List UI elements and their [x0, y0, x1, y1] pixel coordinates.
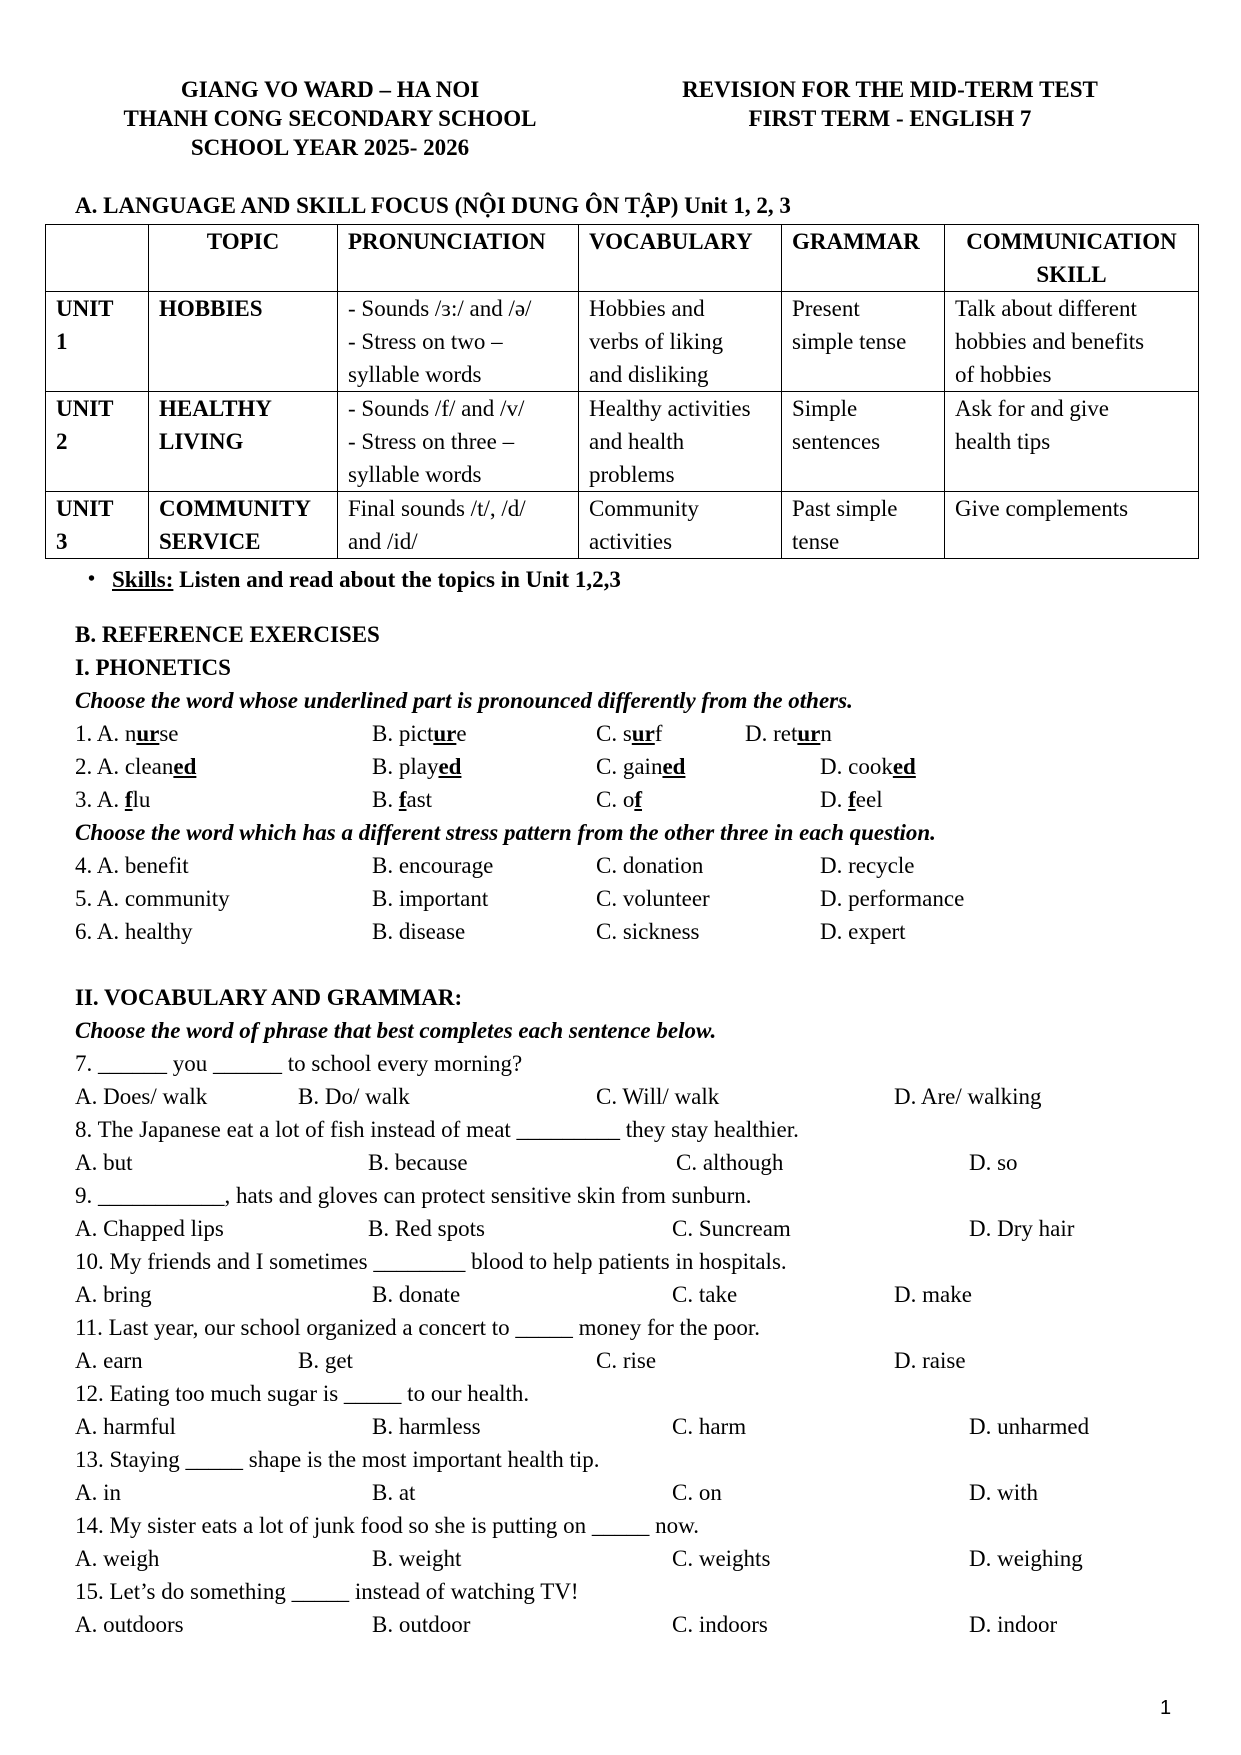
- cell-line: 2: [56, 429, 68, 454]
- option-text: C. gain: [596, 754, 663, 779]
- vocab-title: II. VOCABULARY AND GRAMMAR:: [75, 985, 463, 1010]
- question-text: 13. Staying _____ shape is the most important health tip.: [75, 1447, 600, 1472]
- section-b-title: B. REFERENCE EXERCISES: [75, 622, 380, 647]
- answer-option: [372, 783, 432, 816]
- answer-option: D. recycle: [820, 853, 915, 878]
- test-subtitle: FIRST TERM - ENGLISH 7: [748, 106, 1032, 131]
- answer-option: B. harmless: [372, 1414, 481, 1439]
- answer-option: B. weight: [372, 1546, 462, 1571]
- option-text: B. pict: [372, 721, 434, 746]
- phonetics-instruction: Choose the word whose underlined part is pronounced differently from the others.: [75, 688, 853, 713]
- cell-line: health tips: [955, 429, 1051, 454]
- underlined-part: ur: [631, 721, 655, 746]
- page-number: 1: [1160, 1697, 1172, 1719]
- cell-line: of hobbies: [955, 362, 1052, 387]
- answer-option: A. weigh: [75, 1546, 160, 1571]
- answer-option: D. performance: [820, 886, 965, 911]
- column-header: GRAMMAR: [782, 225, 945, 292]
- answer-option: B. encourage: [372, 853, 494, 878]
- underlined-part: f: [398, 787, 407, 812]
- communication-cell: [945, 492, 1199, 559]
- cell-line: verbs of liking: [589, 329, 724, 354]
- skills-note: [112, 563, 621, 596]
- cell-line: 1: [56, 329, 68, 354]
- answer-option: [596, 717, 662, 750]
- topic-cell: [149, 492, 338, 559]
- cell-line: and health: [589, 429, 685, 454]
- answer-option: D. Are/ walking: [894, 1084, 1042, 1109]
- answer-option: [372, 717, 467, 750]
- cell-line: HOBBIES: [159, 296, 263, 321]
- skills-text: Listen and read about the topics in Unit 1,2,3: [173, 567, 621, 592]
- focus-table: [45, 224, 1199, 559]
- cell-line: - Stress on three –: [348, 429, 515, 454]
- column-header: [46, 225, 149, 292]
- answer-option: A. Chapped lips: [75, 1216, 224, 1241]
- answer-option: A. but: [75, 1150, 133, 1175]
- answer-option: A. earn: [75, 1348, 143, 1373]
- cell-line: problems: [589, 462, 675, 487]
- option-text: D. cook: [820, 754, 893, 779]
- test-header: [640, 75, 1140, 133]
- answer-option: [75, 717, 179, 750]
- underlined-part: ur: [797, 721, 821, 746]
- skills-label: Skills:: [112, 567, 174, 592]
- answer-option: B. at: [372, 1480, 416, 1505]
- answer-option: [820, 750, 916, 783]
- column-header: VOCABULARY: [579, 225, 782, 292]
- school-header: [70, 75, 590, 162]
- underlined-part: ed: [438, 754, 462, 779]
- cell-line: - Sounds /f/ and /v/: [348, 396, 525, 421]
- vocabulary-cell: [579, 492, 782, 559]
- table-row: [46, 492, 1199, 559]
- underlined-part: ed: [173, 754, 197, 779]
- question-text: 9. ___________, hats and gloves can protect sensitive skin from sunburn.: [75, 1183, 752, 1208]
- vocab-instruction: Choose the word of phrase that best completes each sentence below.: [75, 1018, 717, 1043]
- answer-option: B. disease: [372, 919, 466, 944]
- pronunciation-cell: [338, 492, 579, 559]
- underlined-part: ed: [662, 754, 686, 779]
- topic-cell: [149, 392, 338, 492]
- answer-option: D. Dry hair: [969, 1216, 1075, 1241]
- grammar-cell: [782, 492, 945, 559]
- answer-option: 6. A. healthy: [75, 919, 193, 944]
- answer-option: C. harm: [672, 1414, 747, 1439]
- answer-option: D. make: [894, 1282, 972, 1307]
- option-text: e: [456, 721, 467, 746]
- answer-option: 5. A. community: [75, 886, 230, 911]
- option-text: lu: [132, 787, 151, 812]
- cell-line: Talk about different: [955, 296, 1137, 321]
- pronunciation-cell: [338, 292, 579, 392]
- answer-option: D. weighing: [969, 1546, 1083, 1571]
- option-text: C. s: [596, 721, 632, 746]
- cell-line: sentences: [792, 429, 881, 454]
- answer-option: 4. A. benefit: [75, 853, 189, 878]
- answer-option: B. Do/ walk: [298, 1084, 410, 1109]
- option-text: 1. A. n: [75, 721, 137, 746]
- answer-option: C. take: [672, 1282, 738, 1307]
- cell-line: SERVICE: [159, 529, 261, 554]
- cell-line: Simple: [792, 396, 858, 421]
- cell-line: Past simple: [792, 496, 898, 521]
- cell-line: activities: [589, 529, 673, 554]
- answer-option: B. important: [372, 886, 489, 911]
- cell-line: Final sounds /t/, /d/: [348, 496, 526, 521]
- question-text: 12. Eating too much sugar is _____ to our health.: [75, 1381, 530, 1406]
- question-text: 8. The Japanese eat a lot of fish instead of meat _________ they stay healthier.: [75, 1117, 799, 1142]
- cell-line: Ask for and give: [955, 396, 1109, 421]
- underlined-part: ed: [892, 754, 916, 779]
- answer-option: [596, 750, 685, 783]
- cell-line: simple tense: [792, 329, 907, 354]
- table-row: [46, 292, 1199, 392]
- cell-line: - Stress on two –: [348, 329, 503, 354]
- vocabulary-cell: [579, 392, 782, 492]
- stress-instruction: Choose the word which has a different stress pattern from the other three in each question.: [75, 820, 936, 845]
- answer-option: D. expert: [820, 919, 906, 944]
- pronunciation-cell: [338, 392, 579, 492]
- unit-cell: [46, 292, 149, 392]
- cell-line: LIVING: [159, 429, 244, 454]
- answer-option: A. Does/ walk: [75, 1084, 208, 1109]
- cell-line: 3: [56, 529, 68, 554]
- option-text: D.: [820, 787, 849, 812]
- question-text: 11. Last year, our school organized a concert to _____ money for the poor.: [75, 1315, 761, 1340]
- answer-option: C. volunteer: [596, 886, 710, 911]
- answer-option: D. so: [969, 1150, 1018, 1175]
- school-name: THANH CONG SECONDARY SCHOOL: [123, 106, 537, 131]
- cell-line: syllable words: [348, 462, 482, 487]
- answer-option: B. because: [368, 1150, 468, 1175]
- option-text: n: [820, 721, 832, 746]
- answer-option: [820, 783, 883, 816]
- underlined-part: f: [634, 787, 643, 812]
- section-a-title: A. LANGUAGE AND SKILL FOCUS (NỘI DUNG ÔN TẬP) Unit 1, 2, 3: [75, 193, 791, 218]
- answer-option: [745, 717, 832, 750]
- grammar-cell: [782, 292, 945, 392]
- answer-option: C. rise: [596, 1348, 657, 1373]
- ward-name: GIANG VO WARD – HA NOI: [180, 77, 480, 102]
- option-text: C. o: [596, 787, 635, 812]
- answer-option: A. outdoors: [75, 1612, 184, 1637]
- unit-cell: [46, 392, 149, 492]
- option-text: 2. A. clean: [75, 754, 174, 779]
- option-text: B.: [372, 787, 399, 812]
- answer-option: C. indoors: [672, 1612, 768, 1637]
- option-text: f: [654, 721, 663, 746]
- answer-option: D. raise: [894, 1348, 966, 1373]
- question-text: 7. ______ you ______ to school every morning?: [75, 1051, 523, 1076]
- answer-option: C. weights: [672, 1546, 771, 1571]
- table-header-row: [46, 225, 1199, 292]
- underlined-part: f: [124, 787, 133, 812]
- cell-line: - Sounds /ɜ:/ and /ə/: [348, 296, 532, 321]
- cell-line: UNIT: [56, 396, 114, 421]
- cell-line: hobbies and benefits: [955, 329, 1145, 354]
- answer-option: C. donation: [596, 853, 704, 878]
- answer-option: A. harmful: [75, 1414, 176, 1439]
- column-header: COMMUNICATION SKILL: [945, 225, 1199, 292]
- answer-option: B. donate: [372, 1282, 461, 1307]
- answer-option: C. Suncream: [672, 1216, 791, 1241]
- option-text: B. play: [372, 754, 439, 779]
- underlined-part: ur: [433, 721, 457, 746]
- answer-option: B. get: [298, 1348, 353, 1373]
- test-title: REVISION FOR THE MID-TERM TEST: [682, 77, 1098, 102]
- cell-line: Hobbies and: [589, 296, 705, 321]
- answer-option: [75, 783, 150, 816]
- cell-line: UNIT: [56, 296, 114, 321]
- phonetics-title: I. PHONETICS: [75, 655, 231, 680]
- cell-line: Community: [589, 496, 699, 521]
- question-text: 10. My friends and I sometimes ________ blood to help patients in hospitals.: [75, 1249, 787, 1274]
- cell-line: Healthy activities: [589, 396, 751, 421]
- unit-cell: [46, 492, 149, 559]
- option-text: ast: [406, 787, 433, 812]
- answer-option: C. sickness: [596, 919, 700, 944]
- underlined-part: ur: [136, 721, 160, 746]
- grammar-cell: [782, 392, 945, 492]
- option-text: eel: [855, 787, 883, 812]
- school-year: SCHOOL YEAR 2025- 2026: [190, 135, 470, 160]
- cell-line: Give complements: [955, 496, 1129, 521]
- cell-line: syllable words: [348, 362, 482, 387]
- cell-line: HEALTHY: [159, 396, 272, 421]
- communication-cell: [945, 392, 1199, 492]
- table-row: [46, 392, 1199, 492]
- cell-line: and /id/: [348, 529, 418, 554]
- cell-line: COMMUNITY: [159, 496, 312, 521]
- answer-option: [372, 750, 461, 783]
- communication-cell: [945, 292, 1199, 392]
- question-text: 14. My sister eats a lot of junk food so she is putting on _____ now.: [75, 1513, 699, 1538]
- answer-option: A. in: [75, 1480, 121, 1505]
- cell-line: Present: [792, 296, 860, 321]
- answer-option: A. bring: [75, 1282, 152, 1307]
- option-text: D. ret: [745, 721, 798, 746]
- answer-option: C. although: [676, 1150, 784, 1175]
- answer-option: B. outdoor: [372, 1612, 471, 1637]
- cell-line: tense: [792, 529, 840, 554]
- answer-option: D. with: [969, 1480, 1038, 1505]
- option-text: 3. A.: [75, 787, 125, 812]
- answer-option: D. unharmed: [969, 1414, 1090, 1439]
- option-text: se: [159, 721, 179, 746]
- column-header: TOPIC: [149, 225, 338, 292]
- underlined-part: f: [848, 787, 856, 812]
- answer-option: D. indoor: [969, 1612, 1058, 1637]
- answer-option: [596, 783, 642, 816]
- answer-option: [75, 750, 196, 783]
- cell-line: and disliking: [589, 362, 709, 387]
- vocabulary-cell: [579, 292, 782, 392]
- answer-option: B. Red spots: [368, 1216, 485, 1241]
- topic-cell: [149, 292, 338, 392]
- column-header: PRONUNCIATION: [338, 225, 579, 292]
- cell-line: UNIT: [56, 496, 114, 521]
- answer-option: C. on: [672, 1480, 722, 1505]
- answer-option: C. Will/ walk: [596, 1084, 720, 1109]
- question-text: 15. Let’s do something _____ instead of watching TV!: [75, 1579, 579, 1604]
